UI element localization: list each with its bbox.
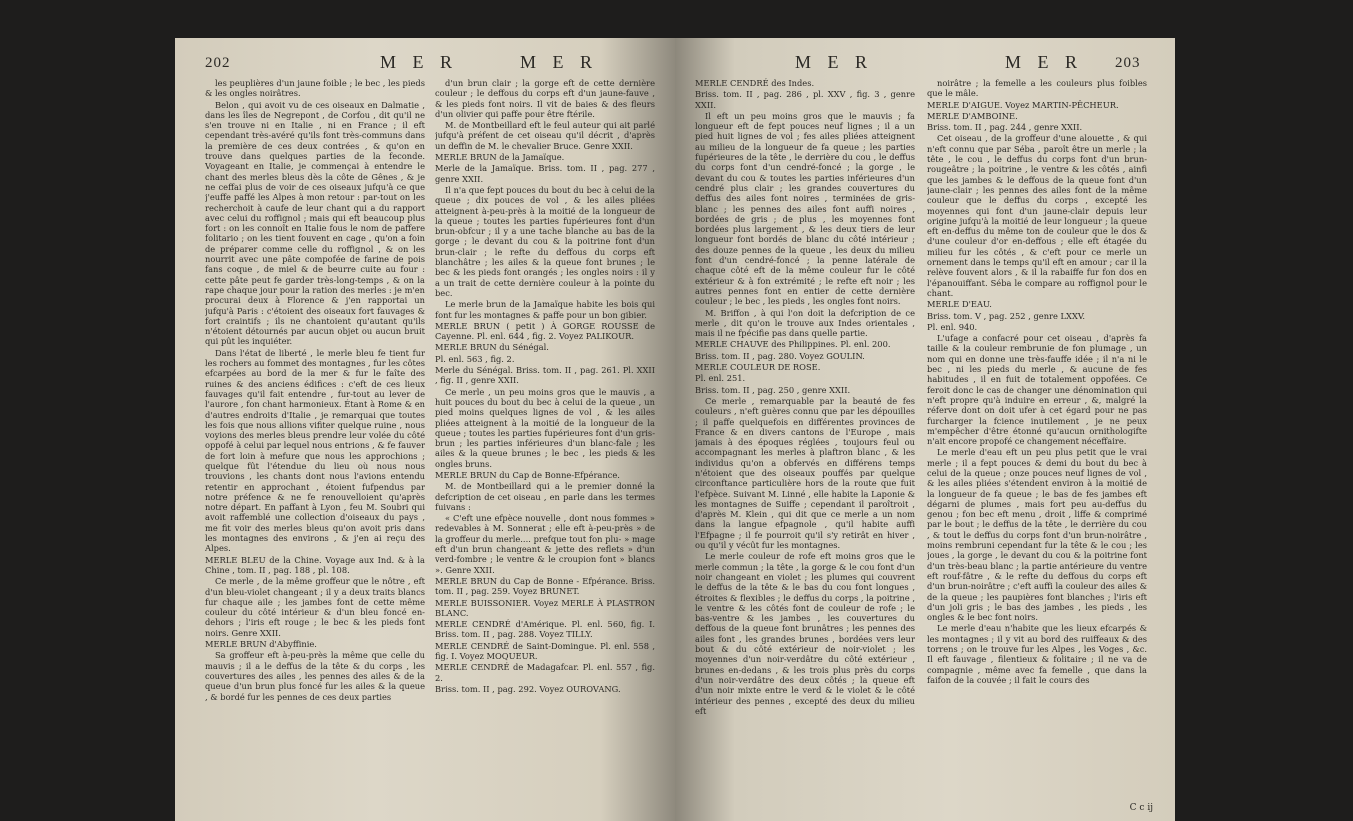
right-head-word: M E R xyxy=(795,52,874,72)
entry-heading: MERLE D'AMBOINE. xyxy=(927,110,1018,121)
left-page-number: 202 xyxy=(205,55,231,71)
paragraph: Le merle brun de la Jamaïque habite les bois qui font fur les montagnes & paffe pour un bon gibier. xyxy=(435,299,655,320)
paragraph: M. de Montbeillard eft le feul auteur qui ait parlé jufqu'à préfent de cet oiseau qu'il décrit , d'après un deffin de M. le chevalier Bruce. Genre XXII. xyxy=(435,120,655,151)
reference: Briss. tom. II , pag. 286 , pl. XXV , fig. 3 , genre XXII. xyxy=(695,89,915,110)
reference: Briss. tom. II , pag. 250 , genre XXII. xyxy=(695,384,851,395)
reference: Briss. tom. II , pag. 292. Voyez OUROVANG. xyxy=(435,683,621,694)
reference: Briss. tom. V , pag. 252 , genre LXXV. xyxy=(927,310,1086,321)
reference: Merle du Sénégal. Briss. tom. II , pag. 261. Pl. XXII , fig. II , genre XXII. xyxy=(435,365,655,386)
entry-heading: MERLE BRUN ( petit ) À GORGE ROUSSE de Cayenne. Pl. enl. 644 , fig. 2. Voyez PALIKOUR. xyxy=(435,320,655,342)
entry-heading: MERLE BRUN du Cap de Bonne-Efpérance. xyxy=(435,469,620,480)
entry-heading: MERLE CENDRÉ des Indes. xyxy=(695,78,815,88)
reference: Briss. tom. II , pag. 244 , genre XXII. xyxy=(927,122,1083,133)
entry-heading: MERLE CENDRÉ de Madagafcar. Pl. enl. 557 , fig. 2. xyxy=(435,662,655,683)
reference: Pl. enl. 563 , fig. 2. xyxy=(435,353,515,364)
paragraph: Cet oiseau , de la groffeur d'une alouette , & qui n'eft connu que par Séba , paroît être un merle ; la tête , le cou , le deffus du corps font d'un brun-rougeâtre ; la poitrine , le ventre & les côtés , ainfi que les jambes & le deffous de la queue font d'un jaune-clair ; les pennes des ailes font de la même couleur que le deffus du corps , excepté les moyennes qui font d'un jaune-clair depuis leur origine jufqu'à la moitié de leur longueur ; la queue eft en-deffus du même ton de couleur que le dos & d'une couleur d'or en-deffous ; elle eft étagée du milieu fur les côtés , & c'eft pour ce merle un ornement dans le temps qu'il eft en amour ; car il la relève fouvent alors , & il la rabaiffe fur fon dos en l'épanouiffant. Séba le compare au roffignol pour le chant. xyxy=(927,133,1147,298)
reference: Briss. tom. II , pag. 280. Voyez GOULIN. xyxy=(695,350,865,361)
paragraph: noirâtre ; la femelle a les couleurs plus foibles que le mâle. xyxy=(927,78,1147,99)
right-page-number: 203 xyxy=(1115,55,1141,71)
paragraph: Dans l'état de liberté , le merle bleu fe tient fur les rochers au fommet des montagnes , fur les côtes efcarpées au bord de la mer & fur le faîte des ruines & des anciens édifices : c'eft de ces lieux fauvages qu'il fait entendre , fur-tout au lever de l'aurore , fon chant harmonieux. Étant à Rome & en d'autres endroits d'Italie , je remarquai que toutes les fois que nous allions vifiter quelque ruine , nous voyions des merles bleus prendre leur volée du côté oppofé à celui par lequel nous entrions , & fe fauver de fort loin à mefure que nous les approchions ; quelque fût l'étendue du lieu où nous nous trouvions , les chants dont nous l'avions entendu retentir en approchant , étoient fufpendus par notre préfence & ne fe renouvelloient qu'après notre départ. En paffant à Lyon , feu M. Soubri qui avoit raffemblé une collection d'oiseaux du pays , me fit voir des merles bleus qu'on avoit pris dans les montagnes des environs , & j'en ai reçu des Alpes. xyxy=(205,347,425,554)
paragraph: Il eft un peu moins gros que le mauvis ; fa longueur eft de fept pouces neuf lignes ; il a un pied huit lignes de vol ; fes ailes pliées atteignent au milieu de la longueur de fa queue ; les parties fupérieures de la tête , le derrière du cou , le deffus du corps font d'un cendré-foncé ; la gorge , le devant du cou & toutes les parties inférieures d'un cendré plus clair ; les grandes couvertures du deffus des ailes font noires , terminées de gris-blanc ; les pennes des ailes font auffi noires , bordées de gris ; de plus , les moyennes font bordées plus largement , & les deux tiers de leur longueur font bordés de blanc du côté intérieur ; des douze pennes de la queue , les deux du milieu font d'un cendré-foncé ; la penne latérale de chaque côté eft de la même couleur fur le côté extérieur & à fon extrémité ; le refte eft noir ; les autres pennes font en entier de cette dernière couleur ; le bec , les pieds , les ongles font noirs. xyxy=(695,110,915,307)
left-column-2 xyxy=(435,78,655,813)
left-head-word-col2: M E R xyxy=(520,52,599,72)
left-head-word: M E R xyxy=(380,52,459,72)
paragraph: Ce merle , de la même groffeur que le nôtre , eft d'un bleu-violet changeant ; il y a deux traits blancs fur chaque aile ; les jambes font de cette même couleur du côté intérieur & d'un bleu foncé en-dehors ; l'iris eft rouge ; le bec & les pieds font noirs. Genre XXII. xyxy=(205,576,425,638)
paragraph: Ce merle , remarquable par la beauté de fes couleurs , n'eft guères connu que par les dépouilles ; il paffe quelquefois en différentes provinces de France & en divers cantons de l'Europe , mais jamais à des époques réglées , toujours feul ou accompagnant les merles à plaftron blanc , & les individus qu'on a obfervés en différens temps n'étoient que des oiseaux pouffés par quelque circonftance particulière hors de la route que fuit l'efpèce. Suivant M. Linné , elle habite la Laponie & les montagnes de Suiffe ; cependant il paroîtroit , d'après M. Klein , qui dit que ce merle a un nom dans la langue efpagnole , qu'il habite auffi l'Efpagne ; il fe pourroit qu'il s'y retirât en hiver , ou qu'il y vécût fur les montagnes. xyxy=(695,395,915,551)
paragraph: M. de Montbeillard qui a le premier donné la defcription de cet oiseau , en parle dans les termes fuivans : xyxy=(435,481,655,512)
entry-heading: MERLE BUISSONIER. Voyez MERLE À PLASTRON BLANC. xyxy=(435,597,655,618)
right-column-1 xyxy=(695,78,915,813)
right-page xyxy=(675,38,1175,821)
entry-heading: MERLE CHAUVE des Philippines. Pl. enl. 200. xyxy=(695,339,891,350)
entry-heading: MERLE BRUN de la Jamaïque. xyxy=(435,152,565,163)
right-head-word-col2: M E R xyxy=(1005,52,1084,72)
paragraph: Belon , qui avoit vu de ces oiseaux en Dalmatie , dans les îles de Negrepont , de Corfou , dit qu'il ne s'en trouve ni en Italie , ni en France ; il eft cependant très-avéré qu'ils font très-communs dans la première de ces deux contrées , & qu'on en trouve dans quelques parties de la feconde. Voyageant en Italie, je commençai à entendre le chant des merles bleus dès la côte de Gênes , & je ne ceffai plus de voir de ces oiseaux jufqu'à ce que j'euffe paffé les Alpes à mon retour : par-tout on les recherchoit à caufe de leur chant qui a du rapport avec celui du roffignol ; mais qui eft beaucoup plus fort : on les connoît en Italie fous le nom de paffere folitario ; on les tient fouvent en cage , qu'on a foin de préparer comme celle du roffignol , & on les nourrit avec une pâte compofée de farine de pois fans coque , de miel & de beurre cuite au four : cette pâte peut fe garder très-long-temps , & on la rape chaque jour pour la ration des merles : je m'en procurai deux à Florence & j'en rapportai un jufqu'à Paris : c'étoient des oiseaux fort fauvages & fort craintifs ; ils ne chantoient qu'autant qu'ils n'étoient détournés par aucun objet ou aucun bruit qui pût les inquiéter. xyxy=(205,99,425,347)
paragraph: Le merle d'eau eft un peu plus petit que le vrai merle ; il a fept pouces & demi du bout du bec à celui de la queue ; onze pouces neuf lignes de vol , & les ailes pliées s'étendent environ à la moitié de la longueur de fa queue ; le bas de fes jambes eft dégarni de plumes , mais fort peu au-deffus du genou ; fon bec eft menu , droit , liffe & comprimé par le bout ; le deffus de la tête , le derrière du cou , & tout le deffus du corps font d'un brun-noirâtre , moins rembruni cependant fur la tête & le cou ; les joues , la gorge , le devant du cou & la poitrine font d'un très-beau blanc ; la partie antérieure du ventre eft rouf-fâtre , & le refte du deffous du corps eft d'un brun-noirâtre ; c'eft auffi la couleur des ailes & de la queue ; les paupières font blanches ; l'iris eft d'un joli gris ; le bas des jambes , les pieds , les ongles & le bec font noirs. xyxy=(927,447,1147,623)
left-column-1 xyxy=(205,78,425,813)
paragraph: Ce merle , un peu moins gros que le mauvis , a huit pouces du bout du bec à celui de la queue , un pied moins quelques lignes de vol , & les ailes pliées atteignent à la moitié de la longueur de la queue ; toutes les parties fupérieures font d'un gris-brun ; les parties inférieures d'un blanc-fale ; les ailes & la queue brunes ; le bec , les pieds & les ongles bruns. xyxy=(435,386,655,469)
entry-heading: MERLE BRUN du Cap de Bonne - Efpérance. Briss. tom. II , pag. 259. Voyez BRUNET. xyxy=(435,575,655,597)
reference: Pl. enl. 940. xyxy=(927,321,978,332)
entry-heading: MERLE BRUN d'Abyffinie. xyxy=(205,639,317,650)
entry-heading: MERLE BLEU de la Chine. Voyage aux Ind. & à la Chine , tom. II , pag. 188 , pl. 108. xyxy=(205,554,425,575)
paragraph: les peuplières d'un jaune foible ; le bec , les pieds & les ongles noirâtres. xyxy=(205,78,425,99)
paragraph: d'un brun clair ; la gorge eft de cette dernière couleur ; le deffous du corps eft d'un jaune-fauve , & les pieds font noirs. Il vit de baies & des fleurs d'un olivier qui paffe pour être ftérile. xyxy=(435,78,655,119)
reference: Pl. enl. 251. xyxy=(695,373,746,384)
reference: Merle de la Jamaïque. Briss. tom. II , pag. 277 , genre XXII. xyxy=(435,163,655,184)
paragraph: Le merle d'eau n'habite que les lieux efcarpés & les montagnes ; il y vit au bord des ruiffeaux & des torrens ; on le trouve fur les Alpes , les Voges , &c. Il eft fauvage , filentieux & folitaire ; il ne va de compagnie , même avec fa femelle , que dans la faifon de la couvée ; il fait le cours des xyxy=(927,623,1147,685)
entry-heading: MERLE CENDRÉ d'Amérique. Pl. enl. 560, fig. I. Briss. tom. II , pag. 288. Voyez TILLY. xyxy=(435,619,655,640)
entry-heading: MERLE COULEUR DE ROSE. xyxy=(695,362,821,373)
entry-heading: MERLE CENDRÉ de Saint-Domingue. Pl. enl. 558 , fig. I. Voyez MOQUEUR. xyxy=(435,640,655,662)
paragraph: Sa groffeur eft à-peu-près la même que celle du mauvis ; il a le deffus de la tête & du corps , les couvertures des ailes , les pennes des ailes & de la queue d'un brun plus foncé fur les ailes & la queue , & bordé fur les pennes de ces deux parties xyxy=(205,650,425,702)
entry-heading: MERLE D'EAU. xyxy=(927,299,992,310)
paragraph: M. Briffon , à qui l'on doit la defcription de ce merle , dit qu'on le trouve aux Indes orientales , mais il ne fpécifie pas dans quelle partie. xyxy=(695,307,915,339)
right-column-2 xyxy=(927,78,1147,813)
paragraph: Il n'a que fept pouces du bout du bec à celui de la queue ; dix pouces de vol , & les ailes pliées atteignent à-peu-près à la moitié de la longueur de la queue ; toutes les parties fupérieures font d'un brun-obfcur ; il y a une tache blanche au bas de la gorge ; le devant du cou & la poitrine font d'un brun-clair ; le refte du deffous du corps eft blanchâtre ; les ailes & la queue font brunes ; le bec & les pieds font orangés ; les ongles noirs : il y a un trait de cette dernière couleur à la pointe du bec. xyxy=(435,184,655,298)
entry-heading: MERLE BRUN du Sénégal. xyxy=(435,342,549,353)
quotation: « C'eft une efpèce nouvelle , dont nous fommes » redevables à M. Sonnerat ; elle eft à-peu-près » de la groffeur du merle.... prefque tout fon plu- » mage eft d'un brun changeant & jette des reflets » d'un verd-fombre ; le ventre & le croupion font » blancs ». Genre XXII. xyxy=(435,513,655,575)
signature-mark: C c ij xyxy=(1129,803,1153,813)
paragraph: L'ufage a confacré pour cet oiseau , d'après fa taille & la couleur rembrunie de fon plumage , un nom qui en donne une très-fauffe idée ; il n'a ni le bec , ni les pieds du merle , & aucune de fes habitudes , il en fuit de totalement oppofées. Ce feroit donc le cas de changer une dénomination qui n'eft propre qu'à induire en erreur , &, malgré la réferve dont on doit ufer à cet égard pour ne pas furcharger la fcience inutilement , je ne peux m'empêcher d'être étonné qu'aucun ornithologifte n'ait encore propofé ce changement néceffaire. xyxy=(927,333,1147,447)
open-book xyxy=(175,38,1175,821)
left-page xyxy=(175,38,675,821)
paragraph: Le merle couleur de rofe eft moins gros que le merle commun ; la tête , la gorge & le cou font d'un noir changeant en violet ; les plumes qui couvrent le deffus de la tête & le bas du cou font longues , étroites & flexibles ; le deffus du corps , la poitrine , le ventre & les côtés font de couleur de rofe ; le bas-ventre & les jambes , les couvertures du deffous de la queue font brunâtres ; les pennes des ailes font , les grandes brunes , bordées vers leur bout & du côté extérieur de noir-violet ; les moyennes d'un noir-verdâtre du côté extérieur , brunes en-dedans , & les trois plus près du corps d'un noir-verdâtre des deux côtés ; la queue eft d'un noir mixte entre le verd & le violet & le côté intérieur des pennes , excepté des deux du milieu eft xyxy=(695,551,915,716)
entry-heading: MERLE D'AIGUE. Voyez MARTIN-PÊCHEUR. xyxy=(927,99,1119,110)
